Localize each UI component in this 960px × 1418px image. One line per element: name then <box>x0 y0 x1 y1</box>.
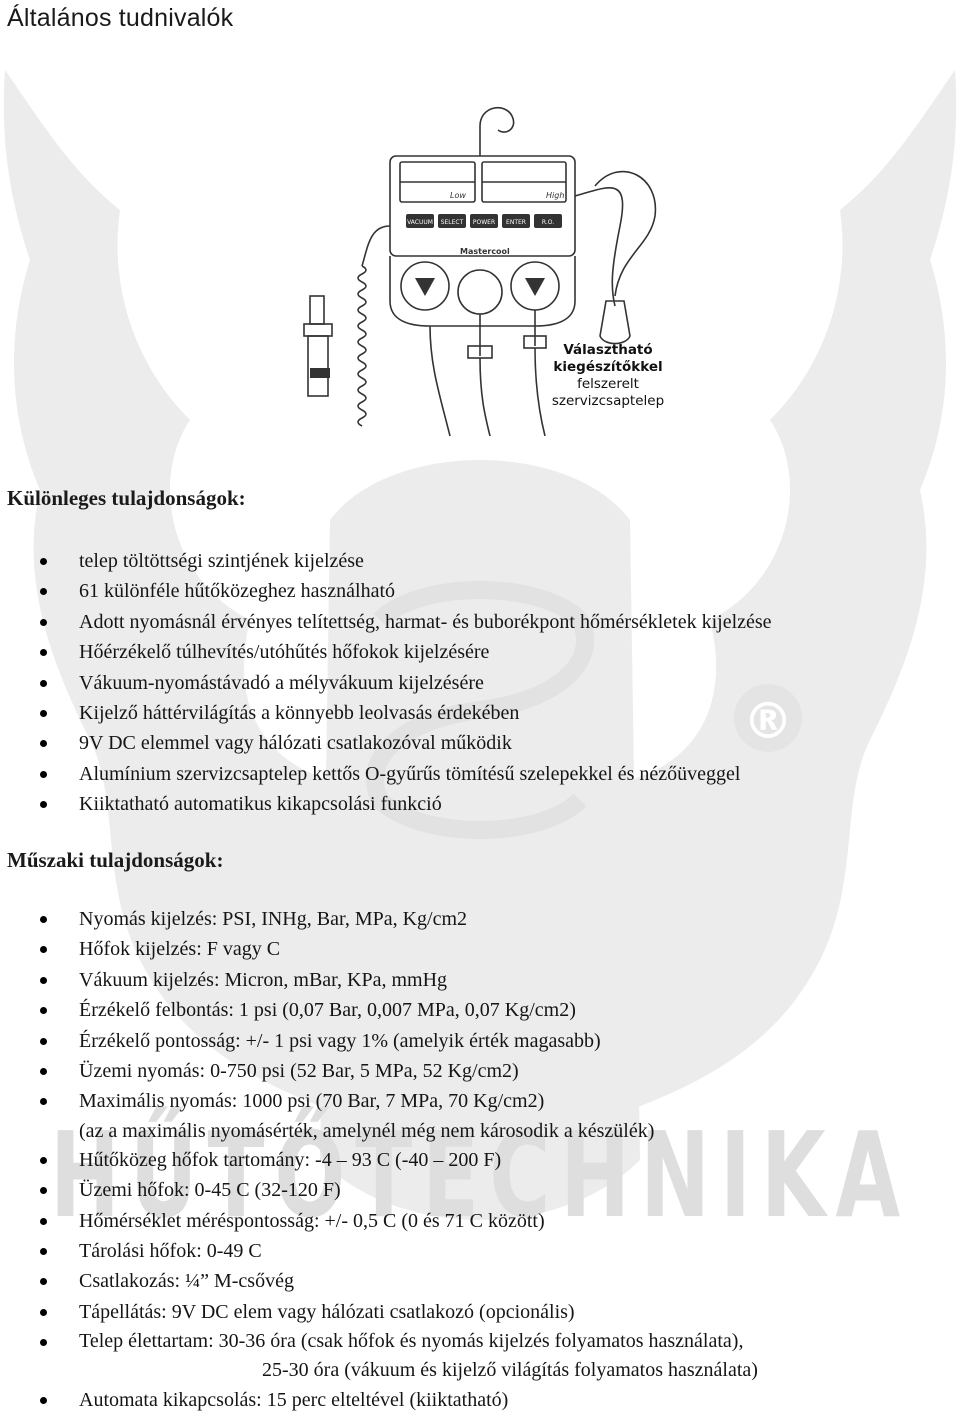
special-features-list <box>0 546 960 820</box>
technical-specs-heading: Műszaki tulajdonságok: <box>7 848 224 872</box>
list-item: Automata kikapcsolás: 15 perc elteltével (kiiktatható) <box>0 1385 960 1415</box>
list-item: Tárolási hőfok: 0-49 C <box>0 1236 960 1266</box>
caption-line: Választható <box>563 342 653 358</box>
list-item: 9V DC elemmel vagy hálózati csatlakozóval működik <box>0 728 960 758</box>
list-item: Kiiktatható automatikus kikapcsolási funkció <box>0 789 960 819</box>
enter-button-label: ENTER <box>506 219 526 226</box>
special-features-heading: Különleges tulajdonságok: <box>7 486 246 510</box>
vacuum-button-label: VACUUM <box>407 219 433 226</box>
list-item: Hűtőközeg hőfok tartomány: -4 – 93 C (-40 – 200 F) <box>0 1145 960 1175</box>
list-item: Vákuum-nyomástávadó a mélyvákuum kijelzésére <box>0 668 960 698</box>
caption-line: felszerelt <box>577 376 639 392</box>
registered-mark: ® <box>743 692 793 750</box>
power-button-label: POWER <box>472 219 496 226</box>
battery-line-1: Telep élettartam: 30-36 óra (csak hőfok és nyomás kijelzés folyamatos használata), <box>79 1330 744 1353</box>
list-item: Adott nyomásnál érvényes telítettség, harmat- és buborékpont hőmérsékletek kijelzése <box>0 607 960 637</box>
list-item-note: (az a maximális nyomásérték, amelynél még nem károsodik a készülék) <box>79 1119 655 1142</box>
watermark-text: HŰTŐTECHNIKA <box>50 1106 910 1244</box>
list-item: Hőérzékelő túlhevítés/utóhűtés hőfokok kijelzésére <box>0 637 960 667</box>
technical-specs-list <box>0 904 960 1416</box>
select-button-label: SELECT <box>440 219 464 226</box>
list-item: 61 különféle hűtőközeghez használható <box>0 576 960 606</box>
list-item: Érzékelő felbontás: 1 psi (0,07 Bar, 0,007 MPa, 0,07 Kg/cm2) <box>0 995 960 1025</box>
list-item: Hőfok kijelzés: F vagy C <box>0 934 960 964</box>
list-item: Érzékelő pontosság: +/- 1 psi vagy 1% (amelyik érték magasabb) <box>0 1026 960 1056</box>
ro-button-label: R.O. <box>541 219 555 226</box>
list-item: Üzemi nyomás: 0-750 psi (52 Bar, 5 MPa, 52 Kg/cm2) <box>0 1056 960 1086</box>
list-item: Nyomás kijelzés: PSI, INHg, Bar, MPa, Kg/cm2 <box>0 904 960 934</box>
list-item: Alumínium szervizcsaptelep kettős O-gyűrűs tömítésű szelepekkel és nézőüveggel <box>0 759 960 789</box>
list-item: Vákuum kijelzés: Micron, mBar, KPa, mmHg <box>0 965 960 995</box>
caption-line: kiegészítőkkel <box>553 359 663 375</box>
low-label: Low <box>450 191 466 200</box>
high-label: High <box>546 191 565 200</box>
list-item-battery <box>0 1327 960 1385</box>
list-item: Tápellátás: 9V DC elem vagy hálózati csatlakozó (opcionális) <box>0 1297 960 1327</box>
brand-label: Mastercool <box>460 247 510 256</box>
caption-line: szervizcsaptelep <box>551 393 665 409</box>
battery-line-2: 25-30 óra (vákuum és kijelző világítás folyamatos használata) <box>262 1359 758 1382</box>
figure-caption <box>538 342 678 410</box>
list-item: Hőmérséklet méréspontosság: +/- 0,5 C (0 és 71 C között) <box>0 1206 960 1236</box>
list-item: telep töltöttségi szintjének kijelzése <box>0 546 960 576</box>
list-item: Kijelző háttérvilágítás a könnyebb leolvasás érdekében <box>0 698 960 728</box>
page-title: Általános tudnivalók <box>7 4 234 32</box>
list-item: Üzemi hőfok: 0-45 C (32-120 F) <box>0 1175 960 1205</box>
list-item: Csatlakozás: ¼” M-csővég <box>0 1266 960 1296</box>
list-item: Maximális nyomás: 1000 psi (70 Bar, 7 MPa, 70 Kg/cm2) <box>0 1086 960 1116</box>
